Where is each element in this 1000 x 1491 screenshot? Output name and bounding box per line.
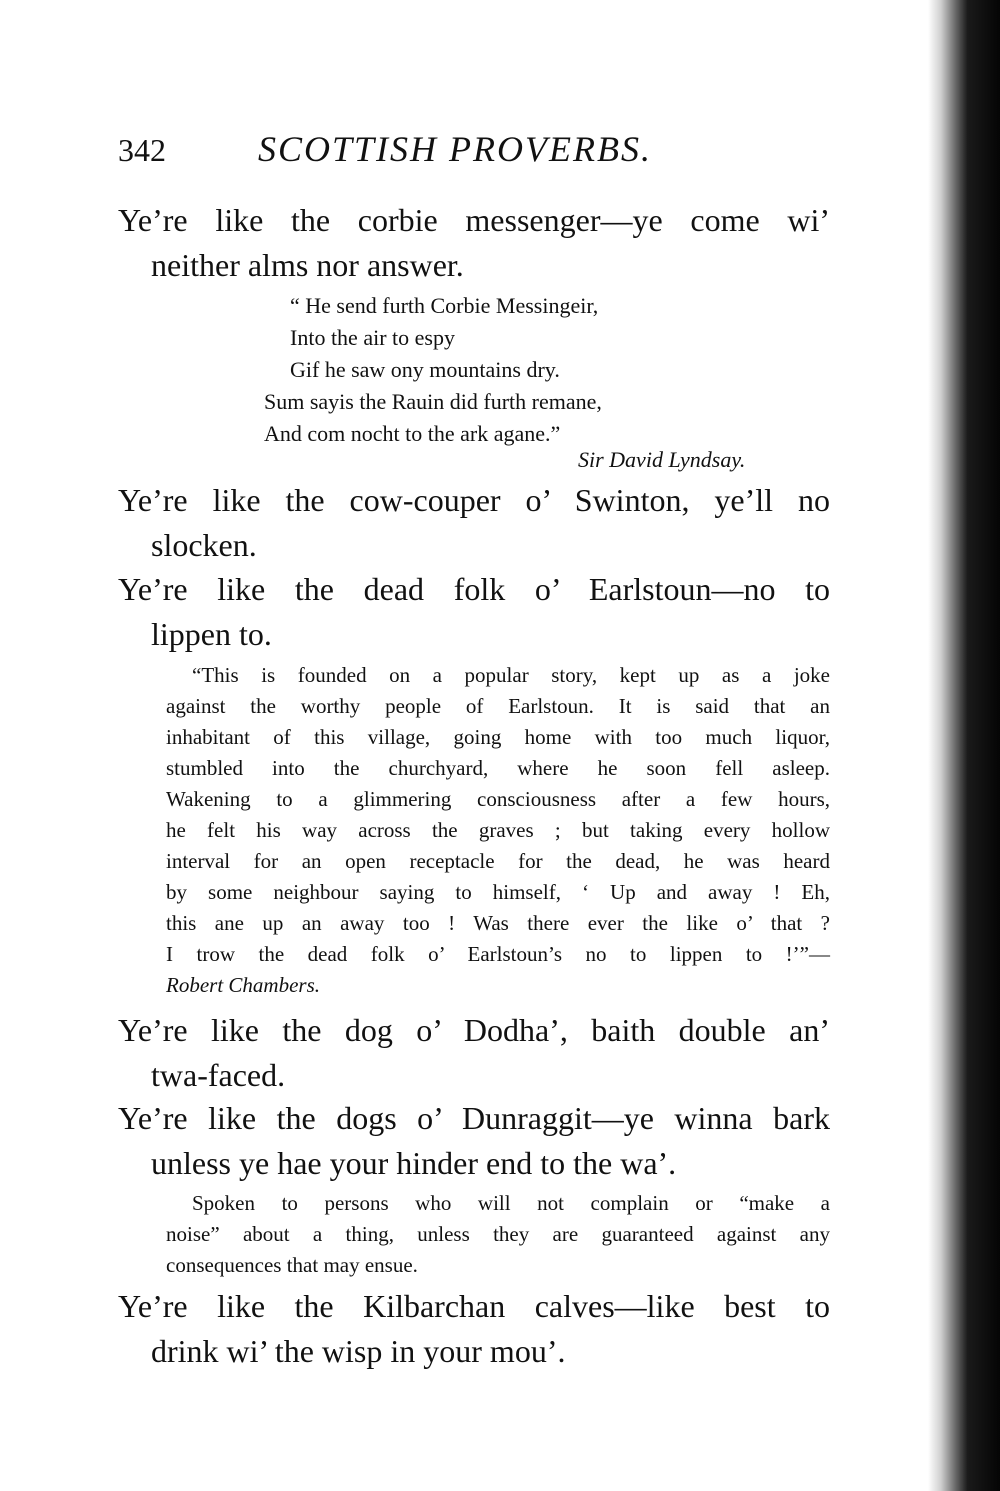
page-header [118, 128, 838, 178]
running-title: SCOTTISH PROVERBS. [258, 129, 652, 169]
note-line: inhabitant of this village, going home with too much liquor, [166, 725, 830, 749]
note-line: I trow the dead folk o’ Earlstoun’s no to lippen to !’”— [166, 942, 830, 966]
page-binding-shadow [928, 0, 1000, 1491]
note-line: noise” about a thing, unless they are guaranteed against any [166, 1222, 830, 1246]
proverb-kilbarchan-calves [118, 1284, 830, 1374]
proverb-line: Ye’re like the cow-couper o’ Swinton, ye’ll no [118, 482, 830, 518]
note-line: “This is founded on a popular story, kept up as a joke [192, 663, 830, 687]
verse-attribution: Sir David Lyndsay. [578, 447, 746, 472]
proverb-line: lippen to. [151, 616, 272, 652]
verse-quotation [264, 290, 824, 450]
note-line: interval for an open receptacle for the dead, he was heard [166, 849, 830, 873]
proverb-line: Ye’re like the dogs o’ Dunraggit—ye winna bark [118, 1100, 830, 1136]
proverb-line: unless ye hae your hinder end to the wa’. [151, 1145, 677, 1181]
note-line: Wakening to a glimmering consciousness after a few hours, [166, 787, 830, 811]
note-author: Robert Chambers. [166, 973, 320, 997]
verse-line: “ He send furth Corbie Messingeir, [290, 293, 599, 318]
note-line: this ane up an away too ! Was there ever the like o’ that ? [166, 911, 830, 935]
note-dead-folk [166, 660, 830, 1001]
note-line: against the worthy people of Earlstoun. It is said that an [166, 694, 830, 718]
proverb-dog-o-dodha [118, 1008, 830, 1098]
proverb-line: drink wi’ the wisp in your mou’. [151, 1333, 566, 1369]
note-line: stumbled into the churchyard, where he soon fell asleep. [166, 756, 830, 780]
proverb-line: neither alms nor answer. [151, 247, 464, 283]
proverb-line: slocken. [151, 527, 257, 563]
note-dunraggit [166, 1188, 830, 1281]
proverb-line: Ye’re like the dog o’ Dodha’, baith double an’ [118, 1012, 830, 1048]
proverb-cow-couper [118, 478, 830, 568]
verse-line: And com nocht to the ark agane.” [264, 421, 561, 446]
note-line: by some neighbour saying to himself, ‘ Up and away ! Eh, [166, 880, 830, 904]
proverb-line: Ye’re like the corbie messenger—ye come wi’ [118, 202, 830, 238]
page-number: 342 [118, 132, 166, 168]
note-line: he felt his way across the graves ; but taking every hollow [166, 818, 830, 842]
verse-line: Gif he saw ony mountains dry. [290, 357, 560, 382]
verse-line: Sum sayis the Rauin did furth remane, [264, 389, 602, 414]
proverb-line: Ye’re like the dead folk o’ Earlstoun—no to [118, 571, 830, 607]
proverb-corbie-messenger [118, 198, 830, 288]
verse-line: Into the air to espy [290, 325, 455, 350]
proverb-dead-folk [118, 567, 830, 657]
note-line: consequences that may ensue. [166, 1253, 418, 1277]
note-line: Spoken to persons who will not complain or “make a [192, 1191, 830, 1215]
proverb-line: twa-faced. [151, 1057, 286, 1093]
proverb-dogs-o-dunraggit [118, 1096, 830, 1186]
proverb-line: Ye’re like the Kilbarchan calves—like best to [118, 1288, 830, 1324]
